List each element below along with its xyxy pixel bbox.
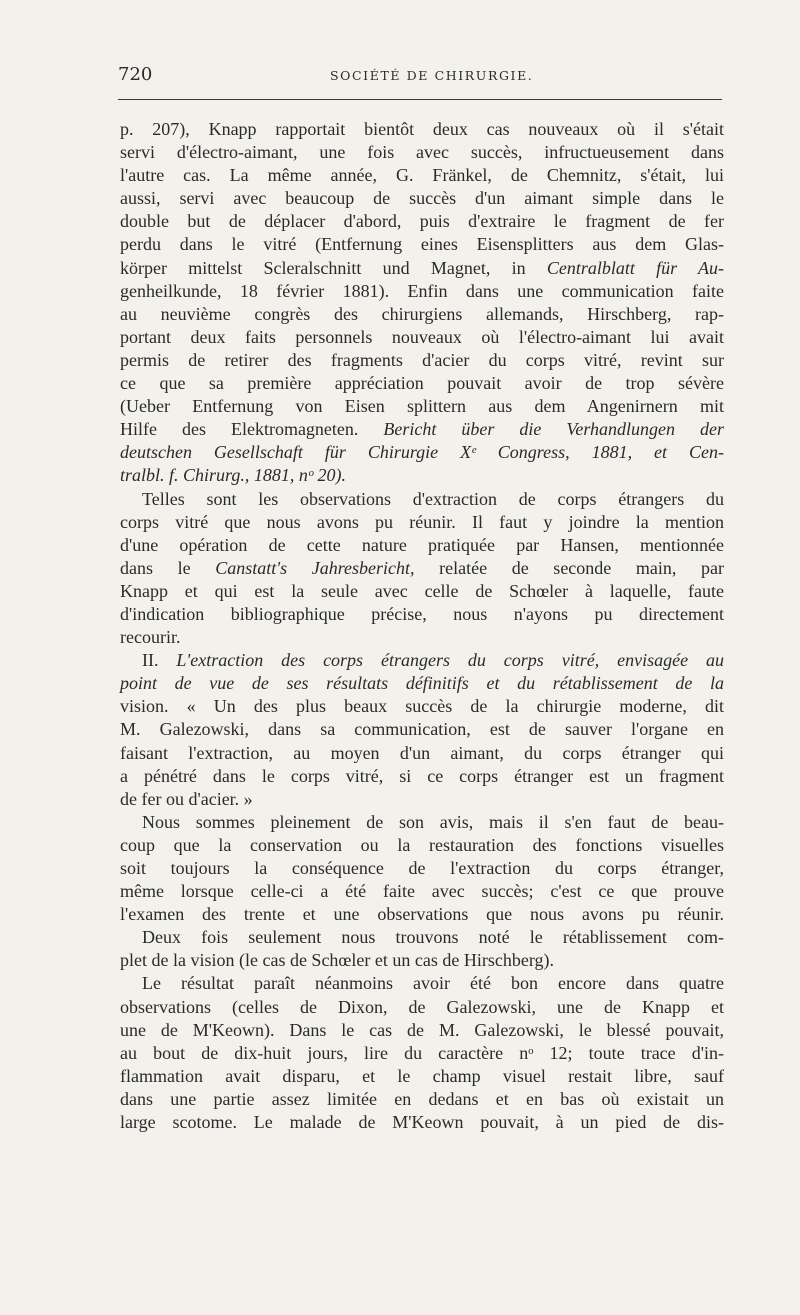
text-line bbox=[120, 418, 724, 441]
text-line bbox=[120, 257, 724, 280]
text-line: ce que sa première appréciation pouvait avoir de trop sévère bbox=[120, 373, 724, 394]
section-heading-line bbox=[120, 672, 724, 695]
page-number: 720 bbox=[118, 64, 153, 85]
journal-citation: tralbl. f. Chirurg., 1881, nᵒ 20). bbox=[120, 465, 346, 486]
text-line: coup que la conservation ou la restauration des fonctions visuelles bbox=[120, 834, 724, 855]
journal-title: Centralblatt für Au- bbox=[546, 257, 724, 278]
text-line: au bout de dix-huit jours, lire du caractère nᵒ 12; toute trace d'in- bbox=[120, 1042, 724, 1063]
page-header bbox=[118, 64, 720, 90]
text-line: l'autre cas. La même année, G. Fränkel, de Chemnitz, s'était, lui bbox=[120, 165, 724, 186]
section-heading-line bbox=[120, 649, 724, 672]
text-line: a pénétré dans le corps vitré, si ce corps étranger est un fragment bbox=[120, 765, 724, 786]
text-line: une de M'Keown). Dans le cas de M. Galezowski, le blessé pouvait, bbox=[120, 1019, 724, 1040]
text-line: double but de déplacer d'abord, puis d'extraire le fragment de fer bbox=[120, 211, 724, 232]
text-line: soit toujours la conséquence de l'extraction du corps étranger, bbox=[120, 858, 724, 878]
text-line: Knapp et qui est la seule avec celle de Schœler à laquelle, faute bbox=[120, 580, 724, 601]
text-line: p. 207), Knapp rapportait bientôt deux cas nouveaux où il s'était bbox=[120, 119, 724, 139]
report-title-continued: deutschen Gesellschaft für Chirurgie Xᵉ Congress, 1881, et Cen- bbox=[120, 442, 724, 463]
text-line: dans une partie assez limitée en dedans et en bas où existait un bbox=[120, 1088, 724, 1109]
text-line: de fer ou d'acier. » bbox=[120, 788, 253, 809]
text-line: l'examen des trente et une observations que nous avons pu réunir. bbox=[120, 904, 724, 925]
running-title: SOCIÉTÉ DE CHIRURGIE. bbox=[330, 68, 534, 83]
text-fragment: relatée de seconde main, par bbox=[414, 557, 724, 578]
text-line: portant deux faits personnels nouveaux où l'électro-aimant lui avait bbox=[120, 326, 724, 347]
text-line: permis de retirer des fragments d'acier du corps vitré, revint sur bbox=[120, 349, 724, 370]
text-line: vision. « Un des plus beaux succès de la chirurgie moderne, dit bbox=[120, 696, 724, 717]
text-line bbox=[120, 441, 724, 464]
text-line: large scotome. Le malade de M'Keown pouvait, à un pied de dis- bbox=[120, 1112, 724, 1133]
text-line: aussi, servi avec beaucoup de succès d'un aimant simple dans le bbox=[120, 188, 724, 209]
text-line: perdu dans le vitré (Entfernung eines Eisensplitters aus dem Glas- bbox=[120, 234, 724, 255]
text-line: flammation avait disparu, et le champ visuel restait libre, sauf bbox=[120, 1065, 724, 1086]
text-line: même lorsque celle-ci a été faite avec succès; c'est ce que prouve bbox=[120, 881, 724, 902]
text-line: plet de la vision (le cas de Schœler et un cas de Hirschberg). bbox=[120, 950, 555, 971]
section-heading: L'extraction des corps étrangers du corps vitré, envisagée au bbox=[176, 650, 724, 671]
text-line: d'une opération de cette nature pratiquée par Hansen, mentionnée bbox=[120, 534, 724, 555]
text-line bbox=[120, 557, 724, 580]
text-line: Telles sont les observations d'extraction de corps étrangers du bbox=[142, 488, 724, 509]
text-line: (Ueber Entfernung von Eisen splittern aus dem Angenirnern mit bbox=[120, 396, 724, 417]
text-fragment: Hilfe des Elektromagneten. bbox=[120, 419, 384, 440]
text-line: servi d'électro-aimant, une fois avec succès, infructueusement dans bbox=[120, 142, 724, 163]
text-fragment: dans le bbox=[120, 557, 216, 578]
text-line: corps vitré que nous avons pu réunir. Il faut y joindre la mention bbox=[120, 511, 724, 532]
text-line bbox=[120, 464, 724, 487]
text-line: d'indication bibliographique précise, nous n'ayons pu directement bbox=[120, 603, 724, 624]
text-line: Deux fois seulement nous trouvons noté le rétablissement com- bbox=[142, 927, 724, 948]
text-line: M. Galezowski, dans sa communication, est de sauver l'organe en bbox=[120, 719, 724, 740]
text-line: faisant l'extraction, au moyen d'un aimant, du corps étranger qui bbox=[120, 742, 724, 763]
section-number: II. bbox=[142, 650, 177, 671]
text-fragment: körper mittelst Scleralschnitt und Magnet, in bbox=[120, 257, 547, 278]
text-line: genheilkunde, 18 février 1881). Enfin dans une communication faite bbox=[120, 280, 724, 301]
report-title: Bericht über die Verhandlungen der bbox=[383, 419, 724, 440]
body-text bbox=[120, 118, 724, 1134]
text-line: recourir. bbox=[120, 627, 181, 648]
text-line: Le résultat paraît néanmoins avoir été bon encore dans quatre bbox=[142, 973, 724, 994]
journal-title: Canstatt's Jahresbericht, bbox=[215, 557, 415, 578]
header-rule bbox=[118, 99, 722, 100]
text-line: observations (celles de Dixon, de Galezowski, une de Knapp et bbox=[120, 996, 724, 1017]
text-line: Nous sommes pleinement de son avis, mais il s'en faut de beau- bbox=[142, 811, 724, 832]
text-line: au neuvième congrès des chirurgiens allemands, Hirschberg, rap- bbox=[120, 303, 724, 324]
section-heading-continued: point de vue de ses résultats définitifs et du rétablissement de la bbox=[120, 673, 724, 694]
